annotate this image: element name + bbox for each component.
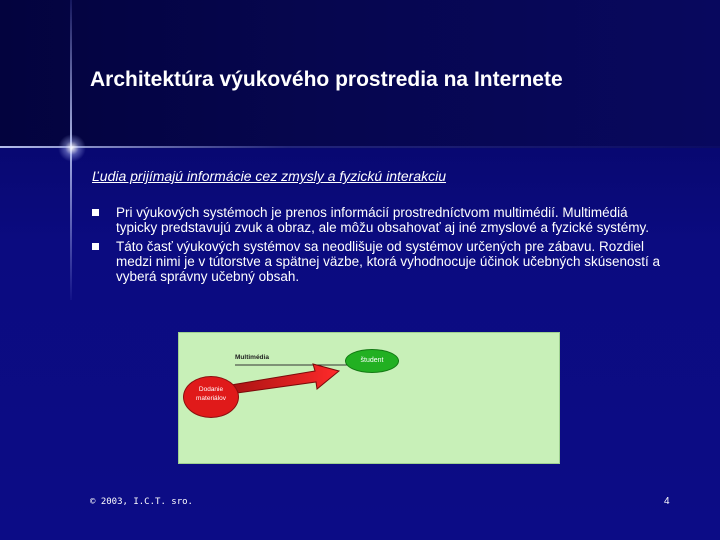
multimedia-diagram <box>178 332 560 464</box>
student-node: študent <box>345 349 399 373</box>
arrow-label: Multimédia <box>235 354 269 361</box>
material-node: Dodanie materiálov <box>183 376 239 418</box>
slide-subtitle: Ľudia prijímajú informácie cez zmysly a fyzickú interakciu <box>92 168 447 184</box>
slide-title: Architektúra výukového prostredia na Internete <box>90 68 563 91</box>
footer-copyright: © 2003, I.C.T. sro. <box>90 497 193 507</box>
bullet-text: Táto časť výukových systémov sa neodlišuje od systémov určených pre zábavu. Rozdiel medzi nimi je v tútorstve a spätnej väzbe, ktorá vyhodnocuje účinok učebných skúseností a vyberá správny učebný obsah. <box>116 239 661 284</box>
bullet-list <box>92 205 667 288</box>
decorative-glow <box>58 134 86 162</box>
decorative-horizontal-line <box>0 146 720 148</box>
square-bullet-icon <box>92 243 99 250</box>
page-number: 4 <box>664 496 670 507</box>
bullet-text: Pri výukových systémoch je prenos informácií prostredníctvom multimédií. Multimédiá typicky predstavujú zvuk a obraz, ale môžu obsahovať aj iné zmyslové a fyzické systémy. <box>116 205 650 235</box>
square-bullet-icon <box>92 209 99 216</box>
bullet-item <box>92 205 667 235</box>
bullet-item <box>92 239 667 284</box>
